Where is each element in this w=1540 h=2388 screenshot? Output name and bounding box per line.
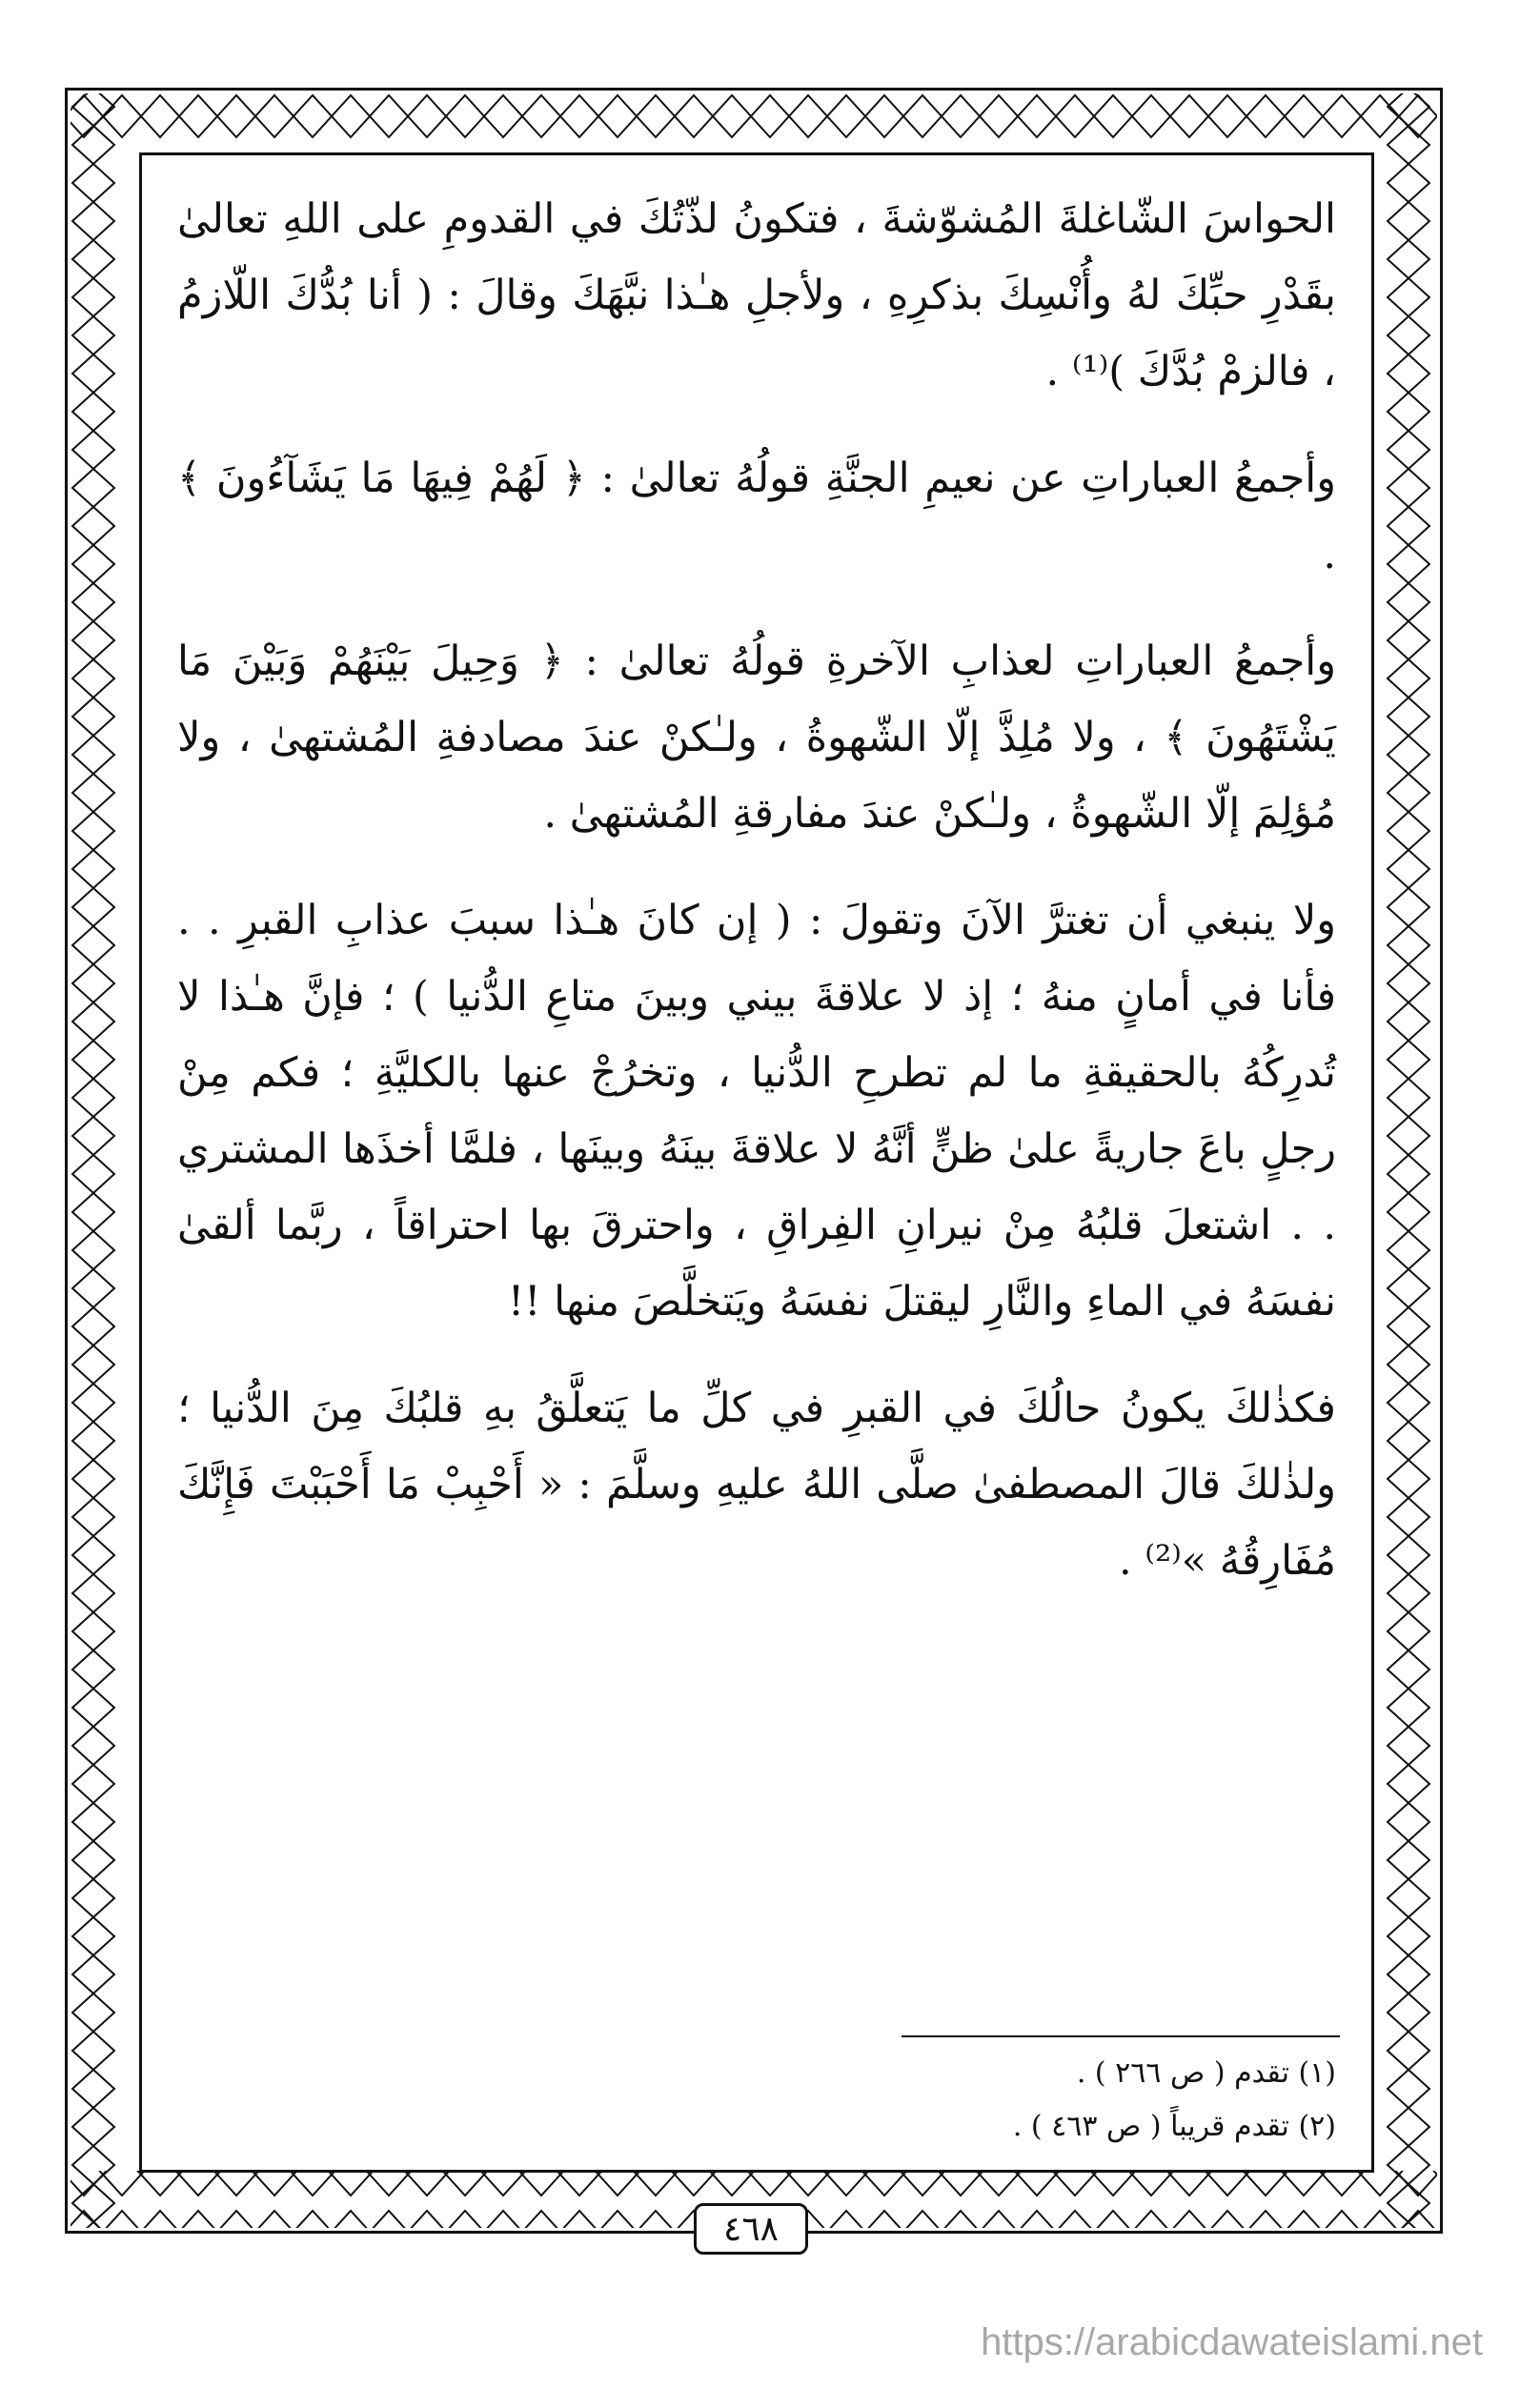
- paragraph-3: وأجمعُ العباراتِ لعذابِ الآخرةِ قولُهُ تعالىٰ : ﴿ وَحِيلَ بَيْنَهُمْ وَبَيْنَ مَا يَشْتَهُونَ ﴾ ، ولا مُلِذَّ إلّا الشّهوةُ ، ولـٰكنْ عندَ مصادفةِ المُشتهىٰ ، ولا مُؤلِمَ إلّا الشّهوةُ ، ولـٰكنْ عندَ مفارقةِ المُشتهىٰ .: [177, 637, 1336, 838]
- page-number: [694, 2203, 808, 2255]
- footnote-2: (٢) تقدم قريباً ( ص ٤٦٣ ) .: [1012, 2110, 1336, 2143]
- footnotes: [177, 2047, 1336, 2154]
- page-number-text: ٤٦٨: [722, 2209, 779, 2249]
- paragraph-4: ولا ينبغي أن تغترَّ الآنَ وتقولَ : ( إن كانَ هـٰذا سببَ عذابِ القبرِ . . فأنا في أمانٍ منهُ ؛ إذ لا علاقةَ بيني وبينَ متاعِ الدُّنيا ) ؛ فإنَّ هـٰذا لا تُدرِكُهُ بالحقيقةِ ما لم تطرحِ الدُّنيا ، وتخرُجْ عنها بالكليَّةِ ؛ فكم مِنْ رجلٍ باعَ جاريةً علىٰ ظنٍّ أنَّهُ لا علاقةَ بينَهُ وبينَها ، فلمَّا أخذَها المشتري . . اشتعلَ قلبُهُ مِنْ نيرانِ الفِراقِ ، واحترقَ بها احتراقاً ، ربَّما ألقىٰ نفسَهُ في الماءِ والنَّارِ ليقتلَ نفسَهُ ويَتخلَّصَ منها !!: [177, 897, 1336, 1326]
- watermark-url: https://arabicdawateislami.net: [981, 2321, 1483, 2363]
- paragraph-5: فكذٰلكَ يكونُ حالُكَ في القبرِ في كلِّ ما يَتعلَّقُ بهِ قلبُكَ مِنَ الدُّنيا ؛ ولذٰلكَ قالَ المصطفىٰ صلَّى اللهُ عليهِ وسلَّمَ : « أَحْبِبْ مَا أَحْبَبْتَ فَإِنَّكَ مُفَارِقُهُ »⁽²⁾ .: [177, 1385, 1336, 1585]
- paragraph-2: وأجمعُ العباراتِ عن نعيمِ الجنَّةِ قولُهُ تعالىٰ : ﴿ لَهُمْ فِيهَا مَا يَشَآءُونَ ﴾ .: [177, 455, 1336, 578]
- footnote-1: (١) تقدم ( ص ٢٦٦ ) .: [1076, 2056, 1336, 2090]
- paragraph-1: الحواسَ الشّاغلةَ المُشوّشةَ ، فتكونُ لذّتُكَ في القدومِ على اللهِ تعالىٰ بقَدْرِ حبِّكَ لهُ وأُنْسِكَ بذكرِهِ ، ولأجلِ هـٰذا نبَّهَكَ وقالَ : ( أنا بُدُّكَ اللّازمُ ، فالزمْ بُدَّكَ )⁽¹⁾ .: [177, 195, 1336, 395]
- main-text: [177, 181, 1336, 1992]
- footnote-divider: [902, 2035, 1340, 2037]
